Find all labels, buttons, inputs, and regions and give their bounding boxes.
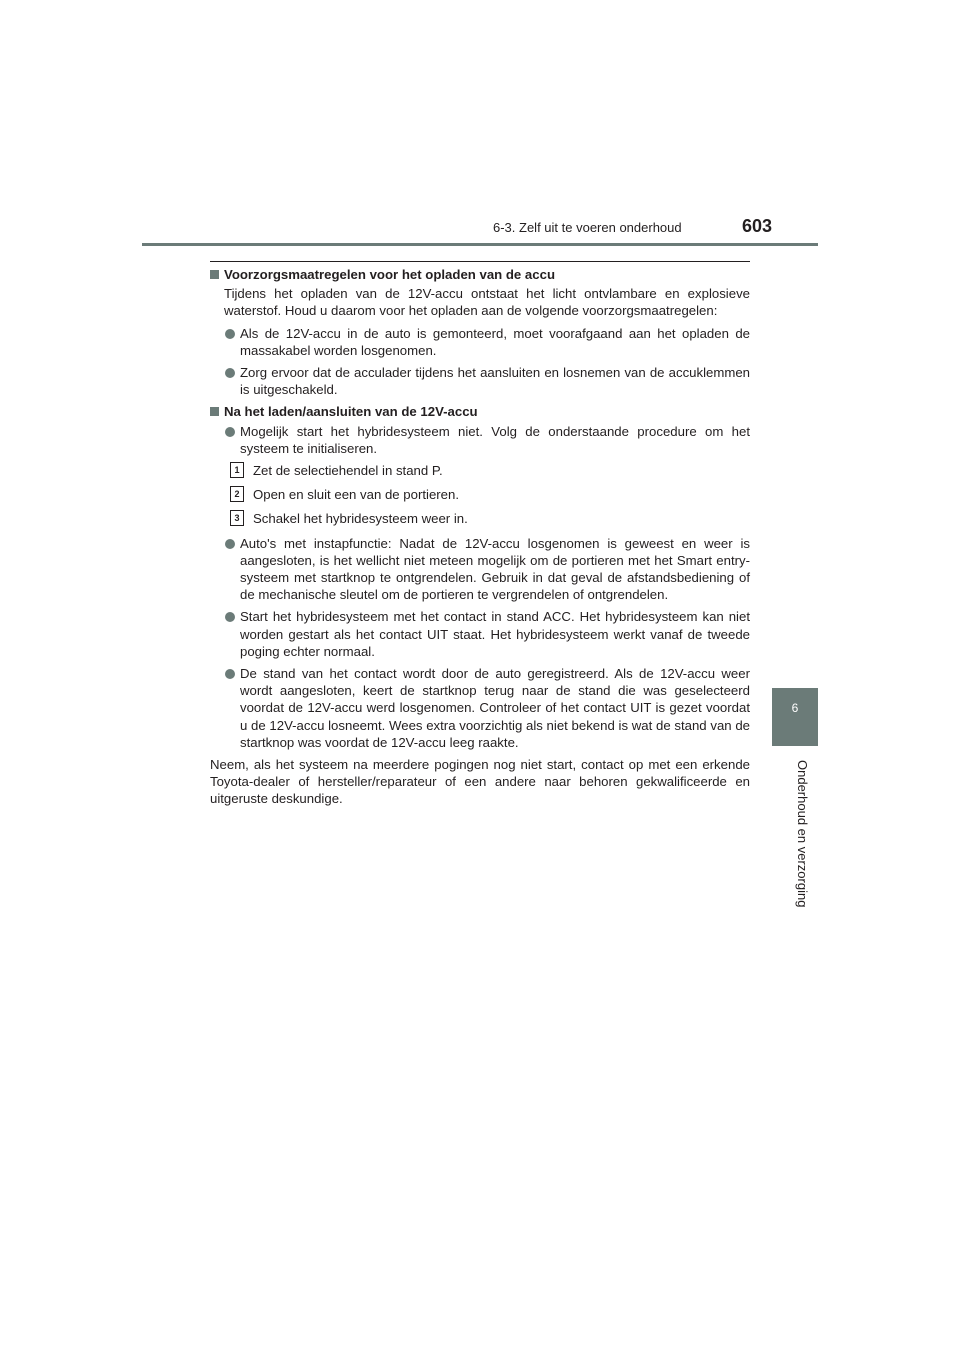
step-number: 2 [230,486,244,502]
page-content [210,266,750,808]
step-number: 3 [230,510,244,526]
page-number: 603 [742,216,773,236]
step-text: Zet de selectiehendel in stand P. [253,463,443,479]
procedure-step [210,486,750,503]
list-item-text: Auto's met instapfunctie: Nadat de 12V-accu losgenomen is geweest en weer is aangesloten, is het wellicht niet meteen mogelijk om de portieren met het Smart entry-systeem met startknop te ontgrendelen. Gebruik in dat geval de afstandsbediening of de mechanische sleutel om de portieren te vergrendelen of ontgrendelen. [240,535,750,603]
list-item-text: Zorg ervoor dat de acculader tijdens het aansluiten en losnemen van de accuklemmen is uitgeschakeld. [240,365,750,398]
header-section-title: 6-3. Zelf uit te voeren onderhoud [493,220,682,235]
section-heading-text: Voorzorgsmaatregelen voor het opladen van de accu [224,267,555,282]
list-item [210,423,750,457]
procedure-step [210,462,750,479]
section-heading [210,266,750,283]
procedure-step [210,510,750,527]
round-bullet-icon [225,368,235,378]
list-item-text: Als de 12V-accu in de auto is gemonteerd, moet voorafgaand aan het opladen de massakabel worden losgenomen. [240,325,750,358]
section-intro: Tijdens het opladen van de 12V-accu ontstaat het licht ontvlambare en explosieve waterstof. Houd u daarom voor het opladen aan de volgende voorzorgsmaatregelen: [224,286,750,319]
section-heading [210,403,750,420]
closing-paragraph: Neem, als het systeem na meerdere pogingen nog niet start, contact op met een erkende Toyota-dealer of hersteller/reparateur of een andere naar behoren gekwalificeerde en uitgeruste deskundige. [210,757,750,807]
round-bullet-icon [225,427,235,437]
list-item-text: Mogelijk start het hybridesysteem niet. Volg de onderstaande procedure om het systeem te initialiseren. [240,423,750,456]
list-item [210,535,750,604]
chapter-label: Onderhoud en verzorging [795,760,810,908]
list-item [210,608,750,660]
chapter-tab [772,688,818,746]
list-item [210,325,750,359]
step-text: Schakel het hybridesysteem weer in. [253,511,468,527]
round-bullet-icon [225,539,235,549]
list-item-text: De stand van het contact wordt door de auto geregistreerd. Als de 12V-accu weer wordt aangesloten, keert de startknop terug naar de stand die was geselecteerd voordat de 12V-accu werd losgenomen. Controleer of het contact UIT is gezet voordat u de 12V-accu losneemt. Wees extra voorzichtig als niet bekend is wat de stand van de startknop was voordat de 12V-accu leeg raakte. [240,666,750,750]
list-item-text: Start het hybridesysteem met het contact in stand ACC. Het hybridesysteem kan niet worden gestart als het contact UIT staat. Het hybridesysteem werkt vanaf de tweede poging echter normaal. [240,609,750,659]
header-rule [142,243,818,246]
step-number: 1 [230,462,244,478]
section-heading-text: Na het laden/aansluiten van de 12V-accu [224,404,478,420]
list-item [210,364,750,398]
round-bullet-icon [225,669,235,679]
step-text: Open en sluit een van de portieren. [253,487,460,503]
round-bullet-icon [225,612,235,622]
chapter-number: 6 [791,701,799,715]
round-bullet-icon [225,329,235,339]
list-item [210,665,750,751]
square-bullet-icon [210,270,219,279]
content-rule [210,261,750,262]
square-bullet-icon [210,407,219,416]
